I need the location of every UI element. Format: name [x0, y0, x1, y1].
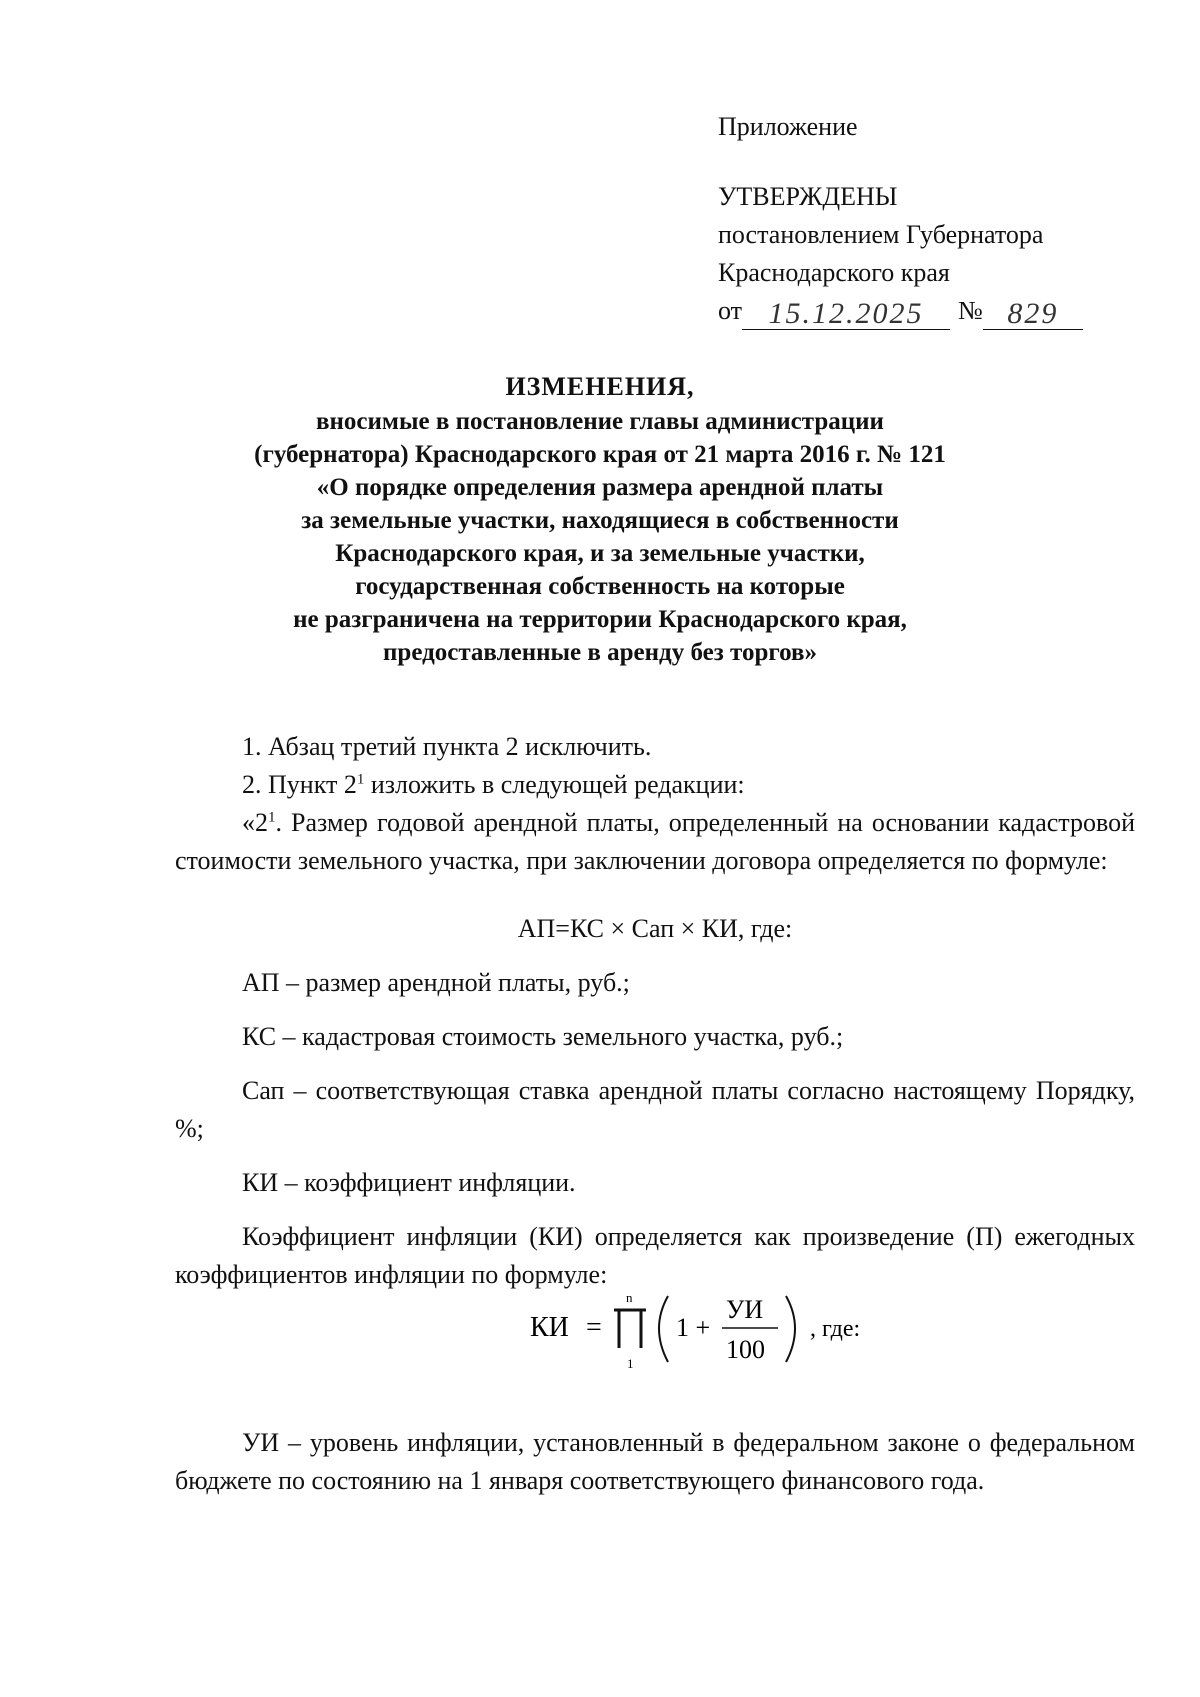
title-line: Краснодарского края, и за земельные участки,	[335, 540, 865, 567]
handwritten-date: 15.12.2025	[742, 299, 950, 330]
title-line: за земельные участки, находящиеся в собственности	[301, 507, 899, 534]
document-title	[0, 370, 1200, 669]
paragraph-ki: Коэффициент инфляции (КИ) определяется как произведение (П) ежегодных коэффициентов инфляции по формуле:	[175, 1222, 1135, 1289]
formula-lhs: КИ	[530, 1312, 569, 1343]
appendix-label: Приложение	[718, 112, 858, 141]
definition-sap: Сап – соответствующая ставка арендной платы согласно настоящему Порядку, %;	[175, 1076, 1135, 1143]
approval-block	[718, 108, 1083, 330]
item-2: 2. Пункт $2^1$ изложить в следующей редакции:	[242, 770, 745, 799]
formula-svg	[530, 1276, 890, 1376]
title-main: ИЗМЕНЕНИЯ,	[505, 372, 695, 401]
definition-ap: АП – размер арендной платы, руб.;	[242, 968, 630, 997]
formula-tail: , где:	[810, 1316, 861, 1342]
region-line: Краснодарского края	[718, 258, 950, 287]
formula-equals: =	[586, 1312, 602, 1343]
right-paren-icon	[786, 1296, 795, 1362]
definition-ks: КС – кадастровая стоимость земельного участка, руб.;	[242, 1022, 844, 1051]
item-1: 1. Абзац третий пункта 2 исключить.	[242, 732, 652, 761]
approved-label: УТВЕРЖДЕНЫ	[718, 182, 898, 211]
document-body	[175, 728, 1135, 1294]
title-line: предоставленные в аренду без торгов»	[383, 639, 817, 666]
date-number-line	[718, 292, 1083, 330]
product-upper: n	[626, 1290, 633, 1305]
definition-ki: КИ – коэффициент инфляции.	[242, 1168, 576, 1197]
approved-by-line: постановлением Губернатора	[718, 220, 1044, 249]
left-paren-icon	[659, 1296, 668, 1362]
title-line: «О порядке определения размера арендной платы	[316, 474, 884, 501]
paragraph-2-1: «$2^1$. Размер годовой арендной платы, определенный на основании кадастровой стоимости земельного участка, при заключении договора определяется по формуле:	[175, 808, 1135, 875]
product-icon	[614, 1310, 646, 1348]
document-body-end	[175, 1424, 1135, 1500]
title-line: (губернатора) Краснодарского края от 21 марта 2016 г. № 121	[254, 441, 946, 468]
formula-denominator: 100	[726, 1335, 765, 1364]
definition-ui: УИ – уровень инфляции, установленный в федеральном законе о федеральном бюджете по состоянию на 1 января соответствующего финансового года.	[175, 1428, 1135, 1495]
formula-one-plus: 1 +	[676, 1313, 711, 1342]
number-label: №	[958, 296, 983, 325]
title-line: вносимые в постановление главы администрации	[316, 408, 884, 435]
formula-inflation-coefficient	[530, 1276, 890, 1376]
formula-rent: АП=КС × Сап × КИ, где:	[517, 914, 793, 943]
formula-numerator: УИ	[726, 1295, 764, 1324]
title-line: государственная собственность на которые	[355, 573, 845, 600]
title-line: не разграничена на территории Краснодарского края,	[293, 606, 907, 633]
handwritten-number: 829	[983, 299, 1083, 330]
from-label: от	[718, 296, 743, 325]
product-lower: 1	[627, 1356, 634, 1371]
